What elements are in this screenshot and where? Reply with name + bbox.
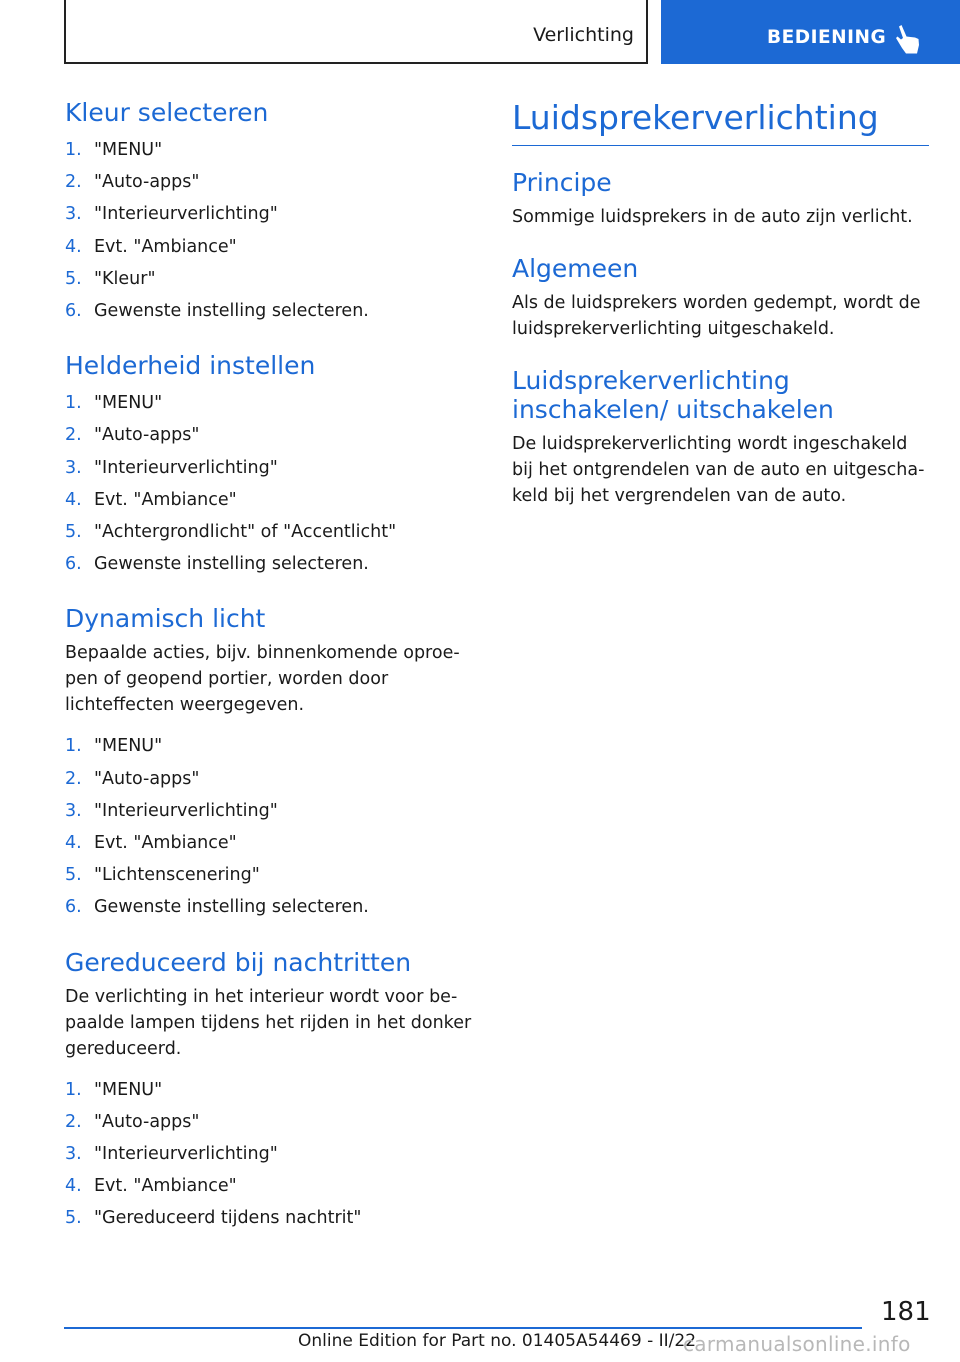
list-item (65, 516, 480, 548)
list-item (65, 548, 480, 580)
list-item (65, 263, 480, 295)
list-item (65, 1202, 480, 1234)
step-number: 2. (65, 425, 82, 446)
step-text: "MENU" (94, 1079, 163, 1100)
list-item (65, 231, 480, 263)
step-number: 6. (65, 897, 82, 918)
right-column (512, 98, 929, 521)
list-item (65, 859, 480, 891)
list-item (65, 134, 480, 166)
step-text: Gewenste instelling selecteren. (94, 897, 369, 918)
body-algemeen: Als de luidsprekers worden gedempt, wordt de luidsprekerverlichting uitgeschakeld. (512, 293, 921, 339)
step-number: 5. (65, 1208, 82, 1229)
step-number: 6. (65, 301, 82, 322)
step-number: 1. (65, 393, 82, 414)
step-number: 3. (65, 457, 82, 478)
heading-kleur: Kleur selecteren (65, 98, 269, 127)
body-dynamisch: Bepaalde acties, bijv. binnenkomende oproepen of geopend portier, worden door lichteffecten weergegeven. (65, 643, 460, 716)
dynamisch-section (65, 604, 480, 923)
list-item (65, 166, 480, 198)
step-number: 2. (65, 172, 82, 193)
list-item (65, 763, 480, 795)
step-text: "Auto-apps" (94, 425, 200, 446)
list-item (65, 1074, 480, 1106)
list-item (65, 419, 480, 451)
step-number: 4. (65, 236, 82, 257)
step-text: "MENU" (94, 140, 163, 160)
step-text: "Interieurverlichting" (94, 800, 278, 821)
watermark: carmanualsonline.info (683, 1332, 911, 1356)
step-text: "Kleur" (94, 268, 156, 289)
step-text: "Interieurverlichting" (94, 204, 278, 225)
list-item (65, 1170, 480, 1202)
step-text: "Achtergrondlicht" of "Accentlicht" (94, 522, 397, 543)
step-text: "Auto-apps" (94, 768, 200, 789)
running-header (64, 0, 648, 64)
heading-luidsprekerverlichting: Luidsprekerverlichting (512, 98, 929, 146)
footer-divider (64, 1327, 862, 1329)
step-text: Evt. "Ambiance" (94, 236, 237, 257)
left-column (65, 98, 480, 1235)
list-item (65, 1138, 480, 1170)
step-number: 5. (65, 268, 82, 289)
step-text: Evt. "Ambiance" (94, 833, 237, 854)
step-number: 4. (65, 1176, 82, 1197)
list-item (65, 387, 480, 419)
page-number: 181 (881, 1297, 931, 1327)
heading-algemeen: Algemeen (512, 254, 639, 283)
step-number: 3. (65, 204, 82, 225)
list-item (65, 827, 480, 859)
helderheid-section (65, 351, 480, 580)
heading-helderheid: Helderheid instellen (65, 351, 316, 381)
step-text: "MENU" (94, 736, 163, 757)
step-number: 3. (65, 1144, 82, 1165)
chapter-label: BEDIENING (767, 27, 887, 48)
step-text: "Auto-apps" (94, 172, 200, 193)
step-number: 4. (65, 489, 82, 510)
list-item (65, 295, 480, 327)
step-text: "Auto-apps" (94, 1111, 200, 1132)
step-text: Gewenste instelling selecteren. (94, 554, 369, 575)
step-number: 4. (65, 833, 82, 854)
step-text: Evt. "Ambiance" (94, 1176, 237, 1197)
step-text: Gewenste instelling selecteren. (94, 301, 369, 322)
steps-kleur (65, 134, 480, 327)
body-principe: Sommige luidsprekers in de auto zijn verlicht. (512, 207, 913, 227)
gereduceerd-section (65, 948, 480, 1235)
edition-footer: Online Edition for Part no. 01405A54469 - II/22 (298, 1331, 697, 1351)
hand-pointer-icon (894, 25, 920, 55)
list-item (65, 452, 480, 484)
step-text: "Gereduceerd tijdens nachtrit" (94, 1208, 362, 1229)
heading-gereduceerd: Gereduceerd bij nachtritten (65, 947, 412, 977)
step-number: 1. (65, 140, 82, 160)
step-number: 1. (65, 1079, 82, 1100)
section-label: Verlichting (533, 24, 634, 46)
step-text: "MENU" (94, 393, 163, 414)
step-text: Evt. "Ambiance" (94, 489, 237, 510)
step-text: "Interieurverlichting" (94, 457, 278, 478)
step-number: 2. (65, 1111, 82, 1132)
step-number: 1. (65, 736, 82, 757)
heading-dynamisch: Dynamisch licht (65, 604, 266, 634)
list-item (65, 891, 480, 923)
step-number: 3. (65, 800, 82, 821)
step-number: 5. (65, 865, 82, 886)
list-item (65, 484, 480, 516)
step-text: "Interieurverlichting" (94, 1144, 278, 1165)
step-number: 5. (65, 522, 82, 543)
kleur-section (65, 98, 480, 327)
chapter-tab (661, 0, 960, 64)
list-item (65, 730, 480, 762)
step-text: "Lichtenscenering" (94, 865, 260, 886)
body-gereduceerd: De verlichting in het interieur wordt voor bepaalde lampen tijdens het rijden in het donker gereduceerd. (65, 986, 472, 1059)
step-number: 6. (65, 554, 82, 575)
steps-dynamisch (65, 730, 480, 923)
heading-principe: Principe (512, 168, 612, 197)
heading-inschakelen: Luidsprekerverlichting inschakelen/ uitschakelen (512, 366, 834, 424)
steps-gereduceerd (65, 1074, 480, 1235)
list-item (65, 795, 480, 827)
body-inschakelen: De luidsprekerverlichting wordt ingeschakeld bij het ontgrendelen van de auto en uitgeschakeld bij het vergrendelen van de auto. (512, 434, 925, 506)
step-number: 2. (65, 768, 82, 789)
list-item (65, 1106, 480, 1138)
steps-helderheid (65, 387, 480, 580)
list-item (65, 198, 480, 230)
